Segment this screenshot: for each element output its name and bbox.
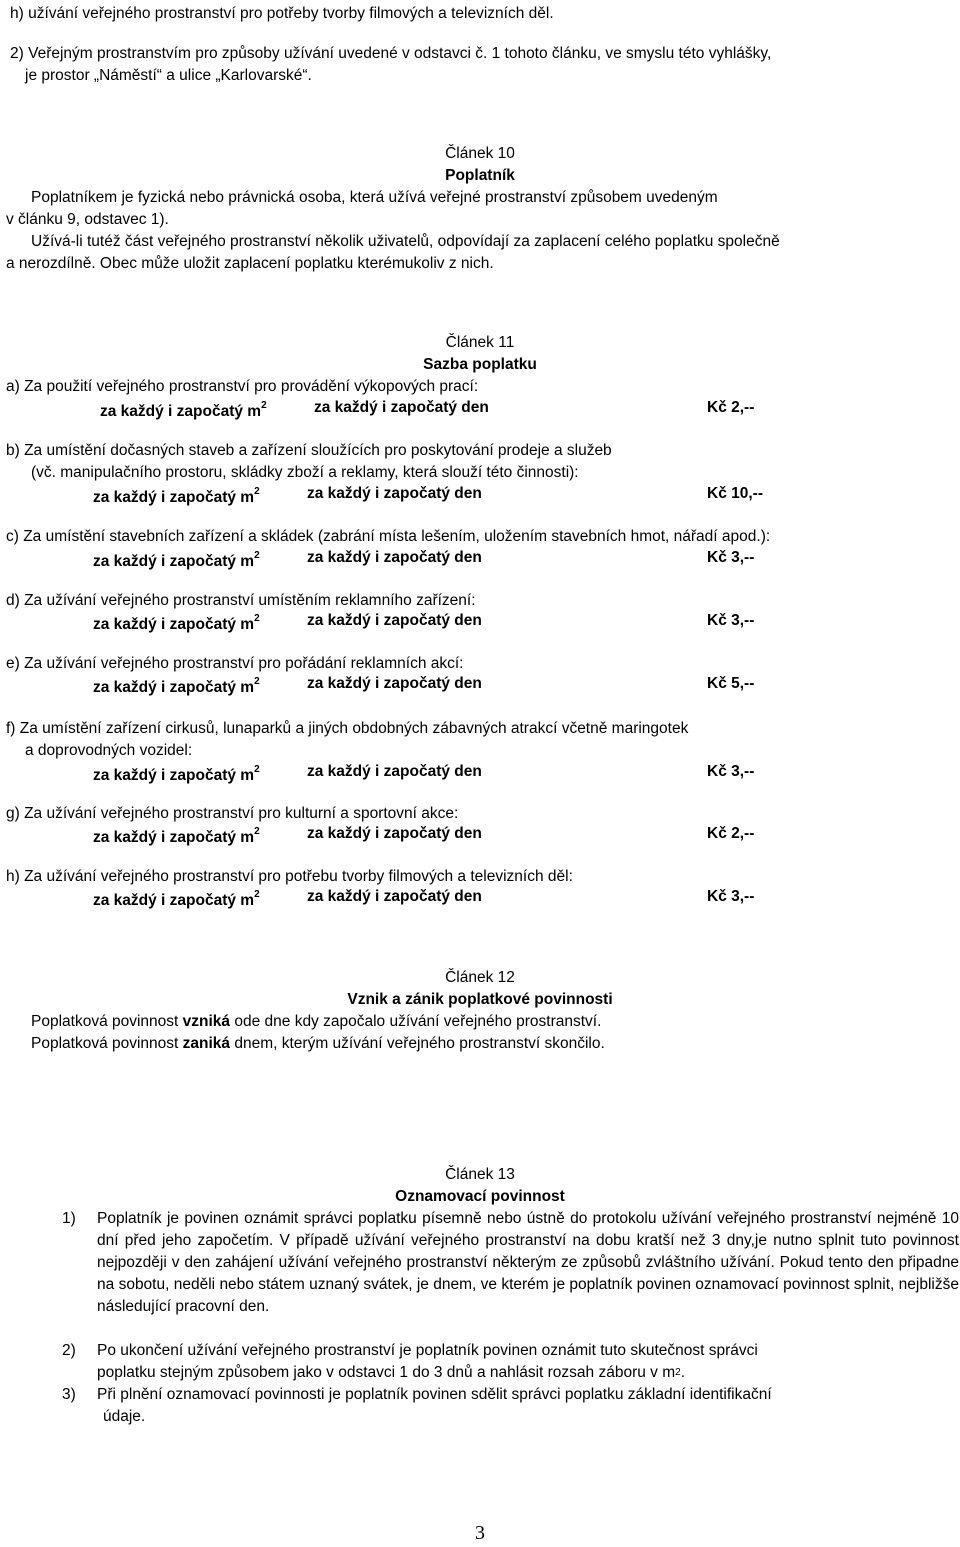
article-12-heading: Článek 12 [445,969,515,986]
article-12-title: Vznik a zánik poplatkové povinnosti [347,991,613,1008]
item-2-line1: Po ukončení užívání veřejného prostranství je poplatník povinen oznámit tuto skutečnost správci [97,1342,758,1359]
rate-b-line1: b) Za umístění dočasných staveb a zařízení sloužících pro poskytování prodeje a služeb [6,442,612,459]
rate-c-text: c) Za umístění stavebních zařízení a skládek (zabrání místa lešením, uložením stavebních hmot, nářadí apod.): [6,528,771,545]
article-12-line2: Poplatková povinnost zaniká dnem, kterým užívání veřejného prostranství skončilo. [31,1035,605,1052]
article-10-heading: Článek 10 [445,145,515,162]
rate-b-line2: (vč. manipulačního prostoru, skládky zboží a reklamy, která slouží této činnosti): [31,464,579,481]
article-10-p2-line2: a nerozdílně. Obec může uložit zaplacení poplatku kterémukoliv z nich. [6,255,494,272]
rate-b-fee-m2: za každý i započatý $m^2$ [93,486,260,507]
rate-g-fee-den: za každý i započatý den [307,825,482,842]
rate-d-fee-m2: za každý i započatý $m^2$ [93,613,260,634]
rate-e-fee-m2: za každý i započatý $m^2$ [93,676,260,697]
rate-b-fee-den: za každý i započatý den [307,485,482,502]
paragraph-2-line1: 2) Veřejným prostranstvím pro způsoby užívání uvedené v odstavci č. 1 tohoto článku, ve smyslu této vyhlášky, [10,45,772,62]
rate-a-fee-den: za každý i započatý den [314,399,489,416]
rate-g-text: g) Za užívání veřejného prostranství pro kulturní a sportovní akce: [6,805,459,822]
rate-h-text: h) Za užívání veřejného prostranství pro potřebu tvorby filmových a televizních děl: [6,868,573,885]
rate-a-fee-m2: za každý i započatý $m^2$ [100,400,267,421]
line-h: h) užívání veřejného prostranství pro potřeby tvorby filmových a televizních děl. [10,5,554,22]
item-3-line1: Při plnění oznamovací povinnosti je poplatník povinen sdělit správci poplatku základní identifikační [97,1386,772,1403]
rate-c-fee-m2: za každý i započatý $m^2$ [93,550,260,571]
rate-d-fee-den: za každý i započatý den [307,612,482,629]
article-10-title: Poplatník [445,167,515,184]
item-2-number: 2) [62,1342,76,1359]
article-10-p2-line1: Užívá-li tutéž část veřejného prostranství několik uživatelů, odpovídají za zaplacení celého poplatku společně [31,233,780,250]
item-1-text: Poplatník je povinen oznámit správci poplatku písemně nebo ústně do protokolu užívání veřejného prostranství nejméně 10 dní před jeho započetím. V případě užívání veřejného prostranství na dobu kratší než 3 dny,je nutno splnit tuto povinnost nejpozději v den zahájení užívání veřejného prostranství některým ze způsobů zvláštního užívání. Pokud tento den připadne na sobotu, neděli nebo státem uznaný svátek, je dnem, ve kterém je poplatník povinen oznamovací povinnost splnit, nejbližše následující pracovní den. [97,1210,959,1315]
rate-f-line2: a doprovodných vozidel: [25,742,193,759]
rate-h-fee-den: za každý i započatý den [307,888,482,905]
article-10-p1-line1: Poplatníkem je fyzická nebo právnická osoba, která užívá veřejné prostranství způsobem uvedeným [31,189,718,206]
rate-h-fee-m2: za každý i započatý $m^2$ [93,889,260,910]
item-3-line2: údaje. [103,1408,146,1425]
article-13-title: Oznamovací povinnost [395,1188,565,1205]
paragraph-2-line2: je prostor „Náměstí“ a ulice „Karlovarské“. [25,67,312,84]
rate-h-amount: Kč 3,-- [707,888,755,905]
rate-e-text: e) Za užívání veřejného prostranství pro pořádání reklamních akcí: [6,655,464,672]
article-11-title: Sazba poplatku [423,356,537,373]
rate-e-amount: Kč 5,-- [707,675,755,692]
item-3-number: 3) [62,1386,76,1403]
item-2-line2: poplatku stejným způsobem jako v odstavci 1 do 3 dnů a nahlásit rozsah záboru v $m^2$. [97,1364,685,1381]
rate-e-fee-den: za každý i započatý den [307,675,482,692]
rate-c-fee-den: za každý i započatý den [307,549,482,566]
page-number: 3 [475,1522,485,1544]
article-11-heading: Článek 11 [445,334,515,351]
rate-d-amount: Kč 3,-- [707,612,755,629]
rate-a-amount: Kč 2,-- [707,399,755,416]
rate-c-amount: Kč 3,-- [707,549,755,566]
rate-a-text: a) Za použití veřejného prostranství pro provádění výkopových prací: [6,378,479,395]
article-10-p1-line2: v článku 9, odstavec 1). [6,211,169,228]
rate-f-fee-m2: za každý i započatý $m^2$ [93,764,260,785]
article-13-heading: Článek 13 [445,1166,515,1183]
rate-g-amount: Kč 2,-- [707,825,755,842]
item-1-number: 1) [62,1210,76,1227]
rate-f-fee-den: za každý i započatý den [307,763,482,780]
rate-f-amount: Kč 3,-- [707,763,755,780]
rate-b-amount: Kč 10,-- [707,485,763,502]
article-12-line1: Poplatková povinnost vzniká ode dne kdy započalo užívání veřejného prostranství. [31,1013,602,1030]
rate-g-fee-m2: za každý i započatý $m^2$ [93,826,260,847]
rate-d-text: d) Za užívání veřejného prostranství umístěním reklamního zařízení: [6,592,476,609]
rate-f-line1: f) Za umístění zařízení cirkusů, lunaparků a jiných obdobných zábavných atrakcí včetně maringotek [6,720,689,737]
